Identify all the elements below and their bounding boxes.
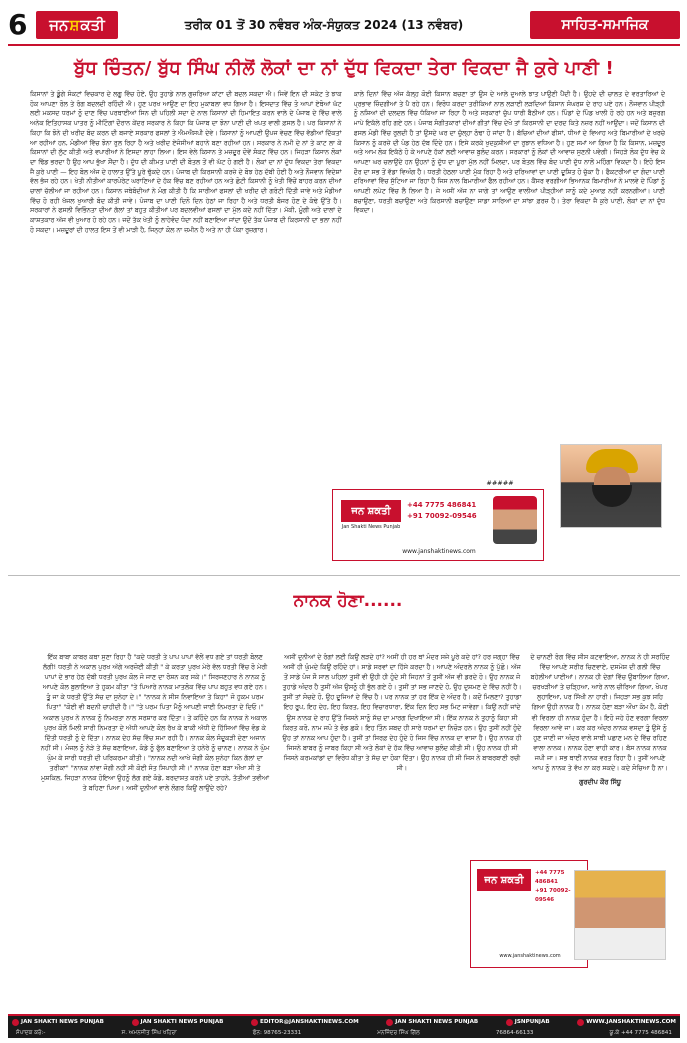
poem-column-2: ਅਸੀਂ ਦੁਨੀਆਂ ਦੇ ਰੰਗਾਂ ਲਈ ਕਿਉਂ ਲੜਦੇ ਹਾਂ? ਅਸੀਂ ਹੀ ਹਰ ਥਾਂ ਮੰਦਰ ਸਜੇ ਪੂਰੇ ਕਦੇ ਹਾਂ? ਹਰ ਜਗ੍ਹਾ ਵਿੱਚ ਅਸੀਂ ਹੀ ਘੁੰਮਦੇ ਕਿਉਂ ਰਹਿੰਦੇ ਹਾਂ। ਸਾਡੇ ਸਰਵਾਂ ਦਾ ਹਿੱਸੇ ਕਰਦਾ ਹੈ। ਆਪਣੇ ਅੰਦਰਲੇ ਨਾਨਕ ਨੂੰ ਪੁੱਛੋ। ਅੱਜ ਤੋਂ ਸਾਡੇ ਪੰਜ ਸੌ ਸਾਲ ਪਹਿਲਾਂ ਤੁਸੀਂ ਵੀ ਉਹੀ ਹੀ ਹੁੰਦੇ ਸੀ ਜਿਹਨਾਂ ਤੋਂ ਤੁਸੀਂ ਅੱਜ ਵੀ ਡਰਦੇ ਹੋ। ਉਹ ਨਾਨਕ ਜੋ ਤੁਹਾਡੇ ਅੰਦਰ ਹੈ ਤੁਸੀਂ ਅੱਜ ਉਸਨੂੰ ਹੀ ਭੁੱਲ ਗਏ ਹੋ। ਤੁਸੀਂ ਤਾਂ ਸਭ ਜਾਣਦੇ ਹੋ, ਉਹ ਦੁਸ਼ਮਣ ਦੇ ਵਿੱਚ ਨਹੀਂ ਹੈ। ਤੁਸੀਂ ਤਾਂ ਸੋਚਦੇ ਹੋ, ਉਹ ਦੂਜਿਆਂ ਦੇ ਵਿੱਚ ਹੈ। ਪਰ ਨਾਨਕ ਤਾਂ ਹਰ ਇੱਕ ਦੇ ਅੰਦਰ ਹੈ। ਕਦੋਂ ਮਿਲਣਾ? ਤੁਹਾਡਾ ਇਹ ਰੂਪ, ਇਹ ਦੇਹ, ਇਹ ਕਿਰਤ, ਇਹ ਵਿਚਾਰਧਾਰਾ, ਇੱਕ ਦਿਨ ਇਹ ਸਭ ਮਿਟ ਜਾਵੇਗਾ। ਕਿਉਂ ਨਹੀਂ ਜਾਂਦੇ ਉਸ ਨਾਨਕ ਦੇ ਰਾਹ ਉੱਤੇ ਜਿਸਨੇ ਸਾਨੂੰ ਸੱਚ ਦਾ ਮਾਰਗ ਦਿਖਾਇਆ ਸੀ। ਇੱਕ ਨਾਨਕ ਨੇ ਤੁਹਾਨੂੰ ਕਿਹਾ ਸੀ ਕਿਰਤ ਕਰੋ, ਨਾਮ ਜਪੋ ਤੇ ਵੰਡ ਛਕੋ। ਇਹ ਤਿੰਨ ਸ਼ਬਦ ਹੀ ਸਾਰੇ ਧਰਮਾਂ ਦਾ ਨਿਚੋੜ ਹਨ। ਉਹ ਤੁਸੀਂ ਨਹੀਂ ਹੁੰਦੇ ਉਹ ਤਾਂ ਨਾਨਕ ਆਪ ਹੁੰਦਾ ਹੈ। ਤੁਸੀਂ ਤਾਂ ਸਿਰਫ਼ ਦੇਹ ਹੁੰਦੇ ਹੋ ਜਿਸ ਵਿੱਚ ਨਾਨਕ ਦਾ ਵਾਸਾ ਹੈ। ਉਹ ਨਾਨਕ ਹੀ ਜਿਸਨੇ ਬਾਬਰ ਨੂੰ ਜਾਬਰ ਕਿਹਾ ਸੀ ਅਤੇ ਲੋਕਾਂ ਦੇ ਹੱਕ ਵਿੱਚ ਆਵਾਜ਼ ਬੁਲੰਦ ਕੀਤੀ ਸੀ। ਉਹ ਨਾਨਕ ਹੀ ਸੀ ਜਿਸਨੇ ਕਰਮਕਾਂਡਾਂ ਦਾ ਵਿਰੋਧ ਕੀਤਾ ਤੇ ਸੱਚ ਦਾ ਹੋਕਾ ਦਿੱਤਾ। ਉਹ ਨਾਨਕ ਹੀ ਸੀ ਜਿਸ ਨੇ ਬਾਬਰਬਾਣੀ ਰਚੀ ਸੀ।: [282, 653, 522, 773]
footer-link-email[interactable]: EDITOR@JANSHAKTINEWS.COM: [251, 1019, 359, 1026]
footer-links: [8, 1016, 680, 1028]
youtube-icon: [132, 1019, 139, 1026]
instagram-icon: [386, 1019, 393, 1026]
poem-title: ਨਾਨਕ ਹੋਣਾ......: [293, 591, 403, 611]
article-body: [30, 90, 665, 473]
logo-part-2: ਕਤੀ: [80, 16, 105, 34]
author-photo: [560, 444, 662, 528]
promo-subtitle: Jan Shakti News Punjab: [341, 524, 401, 530]
poem-author: ਗੁਰਦੀਪ ਕੌਰ ਸਿੱਧੂ: [579, 778, 621, 787]
article-text-1: ਕਿਸਾਨਾਂ ਤੇ ਡੂੰਗੇ ਸੰਕਟਾਂ ਵਿਚਕਾਰ ਦੇ ਲਗੂ ਵਿੱਚ ਹੋਏ, ਉਹ ਤੁਹਾਡੇ ਨਾਲ ਗੁਜ਼ਰਿਆ ਕਾਂਟਾ ਦੀ ਬਦਲ ਸਕਦਾ ਐ। ਜਿਵੇਂ ਇਨ ਦੀ ਸਕੇਟ ਤੇ ਝਾਕ ਹੋਕ ਆਪਣਾ ਰੋਲ ਤੇ ਰੰਗ ਬਦਲਦੀ ਰਹਿੰਦੀ ਐ। ਹੁਣ ਪਰਖ ਆਉਣ ਦਾ ਇਹ ਮੁਕਾਬਲਾ ਵਧ ਗਿਆ ਹੈ। ਇਸਦਾਤ ਵਿੱਚ ਤੋ ਆਪਾਂ ਏਥੋਆਂ ਘੱਟ ਲਈ ਮਕਸਦ ਧਰਮਾਂ ਨੂੰ ਦਾਣ ਵਿੱਚ ਪਰਥਾਈਆਂ ਸਿਨ ਦੀ ਪਹਿਲੀ ਸਦਾ ਦੇ ਨਾਲ ਕਿਸਾਨਾਂ ਦੀ ਹਿਮਾਇਤ ਕਰਨ ਵਾਲੇ ਦੇ ਪੰਜਾਬ ਦੇ ਵਿੱਚ ਵਾਲੇ ਅਨੇਕ ਇਤਿਹਾਸਕ ਪਾਤਰ ਨੂੰ ਮੀਟਿੰਗਾਂ ਦੌਰਾਨ ਕੇਂਦਰ ਸਰਕਾਰ ਨੇ ਕਿਹਾ ਕਿ ਪੰਜਾਬ ਦਾ ਝੋਨਾ ਪਾਣੀ ਦੀ ਖਪਤ ਵਾਲੀ ਫ਼ਸਲ ਹੈ। ਪਰ ਕਿਸਾਨਾਂ ਨੇ ਕਿਹਾ ਕਿ ਝੋਨੇ ਦੀ ਖਰੀਦ ਬੰਦ ਕਰਨ ਦੀ ਬਜਾਏ ਸਰਕਾਰ ਫਸਲਾਂ ਤੇ ਐਮਐਸਪੀ ਦੇਵੇ। ਕਿਸਾਨਾਂ ਨੂੰ ਆਪਣੀ ਉਪਜ ਵੇਚਣ ਵਿੱਚ ਵੱਡੀਆਂ ਦਿੱਕਤਾਂ ਆ ਰਹੀਆਂ ਹਨ, ਮੰਡੀਆਂ ਵਿੱਚ ਝੋਨਾ ਰੁਲ ਰਿਹਾ ਹੈ ਅਤੇ ਖਰੀਦ ਏਜੰਸੀਆਂ ਬਹਾਨੇ ਬਣਾ ਰਹੀਆਂ ਹਨ। ਸਰਕਾਰ ਨੇ ਨਮੀ ਦੇ ਨਾਂ ਤੇ ਕਾਟ ਲਾ ਕੇ ਕਿਸਾਨਾਂ ਦੀ ਲੁੱਟ ਕੀਤੀ ਅਤੇ ਵਪਾਰੀਆਂ ਨੇ ਇਸਦਾ ਲਾਹਾ ਲਿਆ। ਇਸ ਵੇਲੇ ਕਿਸਾਨ ਤੇ ਮਜ਼ਦੂਰ ਦੋਵੇਂ ਸੰਕਟ ਵਿੱਚ ਹਨ। ਜਿਹੜਾ ਕਿਸਾਨ ਲੋਕਾਂ ਦਾ ਢਿੱਡ ਭਰਦਾ ਹੈ ਉਹ ਆਪ ਭੁੱਖਾ ਸੌਂਦਾ ਹੈ। ਦੁੱਧ ਦੀ ਕੀਮਤ ਪਾਣੀ ਦੀ ਬੋਤਲ ਤੋਂ ਵੀ ਘੱਟ ਹੋ ਗਈ ਹੈ। ਲੋਕਾਂ ਦਾ ਨਾਂ ਦੁੱਧ ਵਿਕਦਾ ਤੇਰਾ ਵਿਕਦਾ ਜੈ ਕੁਰੇ ਪਾਣੀ — ਇਹ ਬੋਲ ਅੱਜ ਦੇ ਹਾਲਾਤ ਉੱਤੇ ਪੂਰੇ ਢੁੱਕਦੇ ਹਨ। ਪੰਜਾਬ ਦੀ ਕਿਰਸਾਨੀ ਕਰਜ਼ੇ ਦੇ ਬੋਝ ਹੇਠ ਦੱਬੀ ਹੋਈ ਹੈ ਅਤੇ ਨੌਜਵਾਨ ਵਿਦੇਸ਼ਾਂ ਵੱਲ ਭੱਜ ਰਹੇ ਹਨ। ਖੇਤੀ ਨੀਤੀਆਂ ਕਾਰਪੋਰੇਟ ਘਰਾਣਿਆਂ ਦੇ ਹੱਕ ਵਿੱਚ ਬਣ ਰਹੀਆਂ ਹਨ ਅਤੇ ਛੋਟੀ ਕਿਸਾਨੀ ਨੂੰ ਖੇਤੀ ਵਿੱਚੋਂ ਬਾਹਰ ਕਰਨ ਦੀਆਂ ਚਾਲਾਂ ਚੱਲੀਆਂ ਜਾ ਰਹੀਆਂ ਹਨ। ਕਿਸਾਨ ਜਥੇਬੰਦੀਆਂ ਨੇ ਮੰਗ ਕੀਤੀ ਹੈ ਕਿ ਸਾਰੀਆਂ ਫਸਲਾਂ ਦੀ ਖਰੀਦ ਦੀ ਗਰੰਟੀ ਦਿੱਤੀ ਜਾਵੇ ਅਤੇ ਮੰਡੀਆਂ ਵਿੱਚ ਹੋ ਰਹੀ ਖੱਜਲ ਖੁਆਰੀ ਬੰਦ ਕੀਤੀ ਜਾਵੇ। ਪੰਜਾਬ ਦਾ ਪਾਣੀ ਦਿਨੋ ਦਿਨ ਹੇਠਾਂ ਜਾ ਰਿਹਾ ਹੈ ਅਤੇ ਧਰਤੀ ਬੰਜਰ ਹੋਣ ਦੇ ਕੰਢੇ ਉੱਤੇ ਹੈ। ਸਰਕਾਰਾਂ ਨੇ ਫਸਲੀ ਵਿਭਿੰਨਤਾ ਦੀਆਂ ਗੱਲਾਂ ਤਾਂ ਬਹੁਤ ਕੀਤੀਆਂ ਪਰ ਬਦਲਵੀਆਂ ਫਸਲਾਂ ਦਾ ਮੁੱਲ ਕਦੇ ਨਹੀਂ ਦਿੱਤਾ। ਮੱਕੀ, ਮੂੰਗੀ ਅਤੇ ਦਾਲਾਂ ਦੇ ਕਾਸ਼ਤਕਾਰ ਅੱਜ ਵੀ ਖੁਆਰ ਹੋ ਰਹੇ ਹਨ। ਜਦੋਂ ਤੱਕ ਖੇਤੀ ਨੂੰ ਲਾਹੇਵੰਦ ਧੰਦਾ ਨਹੀਂ ਬਣਾਇਆ ਜਾਂਦਾ ਉਦੋਂ ਤੱਕ ਪੰਜਾਬ ਦੀ ਕਿਰਸਾਨੀ ਦਾ ਭਲਾ ਨਹੀਂ ਹੋ ਸਕਦਾ। ਮਜ਼ਦੂਰਾਂ ਦੀ ਹਾਲਤ ਇਸ ਤੋਂ ਵੀ ਮਾੜੀ ਹੈ, ਜਿਨ੍ਹਾਂ ਕੋਲ ਨਾ ਜ਼ਮੀਨ ਹੈ ਅਤੇ ਨਾ ਹੀ ਪੱਕਾ ਰੁਜ਼ਗਾਰ।: [30, 91, 342, 234]
signoff-separator: #####: [486, 479, 514, 487]
page-number: 6: [8, 8, 28, 41]
promo-phone-1[interactable]: +44 7775 486841: [407, 501, 477, 509]
promo-person-photo: [493, 496, 537, 544]
header-divider: [8, 44, 680, 46]
footer-editor-label: ਸੰਪਾਦਕ ਕਰੋ:-: [16, 1029, 46, 1036]
promo-website[interactable]: www.janshaktinews.com: [402, 548, 476, 555]
promo-logo: ਜਨ ਸ਼ਕਤੀ: [341, 500, 401, 522]
footer-link-website[interactable]: WWW.JANSHAKTINEWS.COM: [577, 1019, 676, 1026]
poem-text-3: ਦੇ ਚਾਨਣੀ ਰੰਗ ਵਿੱਚ ਸੀਸ ਕਟਵਾਇਆ, ਨਾਨਕ ਨੇ ਹੀ ਸਰਹਿੰਦ ਵਿੱਚ ਆਪਣੇ ਸਰੀਰ ਚਿਣਵਾਏ, ਦਸਮੇਸ਼ ਦੀ ਗਲੀ ਵਿੱਚ ਬਹੇਲੀਆਂ ਪਾਈਆਂ। ਨਾਨਕ ਹੀ ਦੇਗਾਂ ਵਿੱਚ ਉਬਾਲਿਆ ਗਿਆ, ਚਰਖੜੀਆਂ ਤੇ ਚੜ੍ਹਿਆ, ਆਰੇ ਨਾਲ ਚੀਰਿਆ ਗਿਆ, ਖੋਪਰ ਲੁਹਾਇਆ, ਪਰ ਸਿੱਖੀ ਨਾ ਹਾਰੀ। ਜਿਹੜਾ ਸਭ ਕੁਝ ਸਹਿ ਗਿਆ ਉਹੀ ਨਾਨਕ ਹੈ। ਨਾਨਕ ਹੋਣਾ ਬੜਾ ਔਖਾ ਕੰਮ ਹੈ, ਕੋਈ ਵੀ ਵਿਰਲਾ ਹੀ ਨਾਨਕ ਹੁੰਦਾ ਹੈ। ਇਹੋ ਜਹੇ ਹੋਣ ਵਰਗਾ ਵਿਰਲਾ ਵਿਰਲਾ ਆਵੇ ਜਾ। ਕਰ ਕਰ ਅੰਦਰ ਨਾਨਕ ਵਸਦਾ ਤੂੰ ਉਸੇ ਨੂੰ ਹੁਣ ਜਾਣੀ ਜਾ ਅੰਦਰ ਵਾਲੇ ਸਾਥੀ ਪਛਾਣ ਮਨ ਦੇ ਵਿੱਚ ਰਹਿਣ ਵਾਲਾ ਨਾਨਕ। ਨਾਨਕ ਹੋਣਾ ਵਾਹੀ ਕਾਰ। ਬੱਸ ਨਾਨਕ ਨਾਨਕ ਜਪੀ ਜਾ। ਸਭ ਥਾਈਂ ਨਾਨਕ ਵਰਤ ਰਿਹਾ ਹੈ। ਤੁਸੀਂ ਆਪਣੇ ਆਪ ਨੂੰ ਨਾਨਕ ਤੇ ਵੱਖ ਨਾ ਕਰ ਸਕਦੇ। ਕਦੇ ਸੋਚਿਆ ਹੈ ਨਾ।: [530, 653, 670, 773]
facebook-icon: [12, 1019, 19, 1026]
article-column-1: [30, 90, 342, 473]
footer-link-instagram[interactable]: JAN SHAKTI NEWS PUNJAB: [386, 1019, 478, 1026]
footer-editor-name: ਸ. ਅਮਨਜੀਤ ਸਿੰਘ ਖਹਿਰਾ: [121, 1029, 177, 1036]
promo2-phone-1[interactable]: +44 7775 486841: [535, 870, 565, 885]
email-icon: [251, 1019, 258, 1026]
logo-part-1: ਜਨ: [49, 16, 69, 34]
promo2-logo: ਜਨ ਸ਼ਕਤੀ: [477, 869, 531, 891]
article-column-2: [354, 90, 666, 473]
promo2-phone-2[interactable]: +91 70092-09546: [535, 888, 571, 903]
footer-link-twitter[interactable]: JSNPUNJAB: [506, 1019, 550, 1026]
page-header: [8, 8, 680, 42]
promo-card-2[interactable]: [470, 860, 588, 968]
promo2-website[interactable]: www.janshaktinews.com: [499, 953, 561, 959]
poem-column-1: ਇੱਕ ਬਾਬਾ ਕਾਬਰ ਕਥਾ ਸੁਣਾ ਰਿਹਾ ਹੈ "ਕਦੇ ਧਰਤੀ ਤੇ ਪਾਪ ਪਾਪਾਂ ਵੱਲੋਂ ਵਧ ਗਏ ਤਾਂ ਧਰਤੀ ਬੋਲਣ ਲੱਗੀ! ਧਰਤੀ ਨੇ ਅਕਾਲ ਪੁਰਖ ਅੱਗੇ ਅਰਜ਼ੋਈ ਕੀਤੀ " ਕੇ ਕਰਤਾ ਪੁਰਖ ਮੇਰੇ ਵੱਲ ਧਰਤੀ ਵਿੱਚ ਰੋ ਮੇਰੀ ਪਾਪਾਂ ਦੇ ਭਾਰ ਹੇਠ ਦੱਬੀ ਧਰਤੀ ਪੁਰਖ ਕੋਲ ਜੋ ਜਾਣ ਦਾ ਰੋਸ਼ਨ ਕਰ ਸਕੇ।" ਸਿਰਜਣਹਾਰ ਨੇ ਨਾਨਕ ਨੂੰ ਆਪਣੇ ਕੋਲ ਬੁਲਾਇਆ ਤੇ ਹੁਕਮ ਕੀਤਾ "ਤੇ ਪਿਆਰੇ ਨਾਨਕ ਮਾਤਲੋਕ ਵਿੱਚ ਪਾਪ ਬਹੁਤ ਵਧ ਗਏ ਹਨ। ਤੂੰ ਜਾ ਕੇ ਧਰਤੀ ਉੱਤੇ ਸੱਚ ਦਾ ਸੁਨੇਹਾ ਦੇ।" "ਨਾਨਕ ਨੇ ਸੀਸ ਨਿਵਾਇਆ ਤੇ ਕਿਹਾ" ਜੋ ਹੁਕਮ ਪਰਮ ਪਿਤਾ" "ਕੋਈ ਵੀ ਬਦਨੀ ਚਾਹੀਦੀ ਹੈ।" "ਤੇ ਪਰਮ ਪਿਤਾ ਮੈਨੂੰ ਆਪਣੀ ਜਾਈ ਨਿਮਰਤਾ ਦੇ ਦਿਓ।" ਅਕਾਲ ਪੁਰਖ ਨੇ ਨਾਨਕ ਨੂੰ ਨਿਮਰਤਾ ਨਾਲ ਸਰਸ਼ਾਰ ਕਰ ਦਿੱਤਾ। ਤੇ ਕਹਿੰਦੇ ਹਨ ਕਿ ਨਾਨਕ ਨੇ ਅਕਾਲ ਪੁਰਖ ਕੋਲੋਂ ਮਿਲੀ ਸਾਰੀ ਨਿਮਰਤਾ ਦੇ ਅੱਧੀ ਆਪਣੇ ਕੋਲ ਰੱਖ ਕੇ ਬਾਕੀ ਅੱਧੀ ਦੇ ਹਿੱਸਿਆਂ ਵਿੱਚ ਵੰਡ ਕੇ ਦਿੱਤੀ ਧਰਤੀ ਨੂੰ ਦੇ ਦਿੱਤਾ। ਨਾਨਕ ਦੇਹ ਸੱਚ ਵਿੱਚ ਸਮਾ ਰਹੀ ਹੈ। ਨਾਨਕ ਕੋਲ ਸੰਦੂਕੜੀ ਦੇਣਾ ਅਜਾਨ ਨਹੀਂ ਸੀ। ਮੰਜਲ ਨੂੰ ਨੇੜੇ ਤੇ ਸੱਚ ਬਣਾਇਆ, ਕੰਡੇ ਨੂੰ ਫੁੱਲ ਬਣਾਇਆ ਤੇ ਹਨੇਰੇ ਨੂੰ ਚਾਨਣ। ਨਾਨਕ ਨੇ ਘੁੰਮ ਘੁੰਮ ਕੇ ਸਾਰੀ ਧਰਤੀ ਦੀ ਪਰਿਕਰਮਾ ਕੀਤੀ। "ਨਾਨਕ ਨਦੀ ਆਖੇ ਜੋਗੀ ਕੋਲ ਸੁਨੇਹਾ ਕਿਨ ਗੱਲਾਂ ਦਾ ਤਰੀਕਾ" "ਨਾਨਕ ਨਾਂਵਾ ਜੋਗੀ ਨਹੀਂ ਸੀ ਕੋਈ ਸੰਤ ਸਿਪਾਹੀ ਸੀ।" ਨਾਨਕ ਹੋਣਾ ਬੜਾ ਔਖਾ ਸੀ ਤੇ ਮੁਸ਼ਕਿਲ, ਜਿਹੜਾ ਨਾਨਕ ਹੋਇਆ ਉਹਨੂੰ ਲੱਗ ਗਏ ਕੰਡੇ, ਬਰਦਾਸ਼ਤ ਕਰਨੇ ਪਏ ਤਾਹਨੇ, ਤੱਤੀਆਂ ਤਵੀਆਂ ਤੇ ਬਹਿਣਾ ਪਿਆ। ਅਸੀਂ ਦੁਨੀਆਂ ਵਾਲੇ ਲੰਗਰ ਕਿਉਂ ਲਾਉਂਦੇ ਰਹੇ?: [40, 653, 270, 793]
promo-card[interactable]: [332, 489, 544, 561]
globe-icon: [577, 1019, 584, 1026]
footer-uk-phone[interactable]: ਯੂ.ਕੇ +44 7775 486841: [609, 1029, 672, 1036]
footer-manager-phone[interactable]: 76864-66133: [495, 1030, 534, 1036]
article-text-2: ਕਾਲੇ ਦਿਨਾਂ ਵਿੱਚ ਅੱਜ ਕੱਲ੍ਹ ਕੋਈ ਕਿਸਾਨ ਬਚਣਾ ਤਾਂ ਉਸ ਦੇ ਆਲੇ ਦੁਆਲੇ ਝਾਤ ਪਾਉਣੀ ਪੈਂਦੀ ਹੈ। ਉਹਦੇ ਦੀ ਚਾਲਤ ਦੇ ਵਰਤਾਰਿਆਂ ਦੇ ਪ੍ਰਭਾਵ ਜ਼ਿੰਦਗੀਆਂ ਤੇ ਪੈ ਰਹੇ ਹਨ। ਵਿਰੋਧ ਕਰਦਾ ਤਰੀਕਿਆਂ ਨਾਲ ਲੜਾਈ ਲੜਦਿਆਂ ਕਿਸਾਨ ਸੰਘਰਸ਼ ਦੇ ਰਾਹ ਪਏ ਹਨ। ਨੌਜਵਾਨ ਪੀੜ੍ਹੀ ਨੂੰ ਨਸ਼ਿਆਂ ਦੀ ਦਲਦਲ ਵਿੱਚ ਧੱਕਿਆ ਜਾ ਰਿਹਾ ਹੈ ਅਤੇ ਸਰਕਾਰਾਂ ਚੁੱਪ ਧਾਰੀ ਬੈਠੀਆਂ ਹਨ। ਪਿੰਡਾਂ ਦੇ ਪਿੰਡ ਖਾਲੀ ਹੋ ਰਹੇ ਹਨ ਅਤੇ ਬਜ਼ੁਰਗ ਮਾਪੇ ਇਕੱਲੇ ਰਹਿ ਗਏ ਹਨ। ਪੰਜਾਬ ਸੰਗੀਤਕਾਰਾਂ ਦੀਆਂ ਗੀਤਾਂ ਵਿੱਚ ਦੇਖੋ ਤਾਂ ਕਿਰਸਾਨੀ ਦਾ ਦਰਦ ਕਿਤੇ ਨਜ਼ਰ ਨਹੀਂ ਆਉਂਦਾ। ਜਦੋਂ ਕਿਸਾਨ ਦੀ ਫਸਲ ਮੰਡੀ ਵਿੱਚ ਰੁਲਦੀ ਹੈ ਤਾਂ ਉਸਦੇ ਘਰ ਦਾ ਚੁੱਲ੍ਹਾ ਠੰਢਾ ਹੋ ਜਾਂਦਾ ਹੈ। ਬੱਚਿਆਂ ਦੀਆਂ ਫੀਸਾਂ, ਧੀਆਂ ਦੇ ਵਿਆਹ ਅਤੇ ਬਿਮਾਰੀਆਂ ਦੇ ਖਰਚੇ ਕਿਸਾਨ ਨੂੰ ਕਰਜ਼ੇ ਦੀ ਪੰਡ ਹੇਠ ਦੱਬ ਦਿੰਦੇ ਹਨ। ਇਸੇ ਕਰਕੇ ਖੁਦਕੁਸ਼ੀਆਂ ਦਾ ਰੁਝਾਨ ਵਧਿਆ ਹੈ। ਹੁਣ ਸਮਾਂ ਆ ਗਿਆ ਹੈ ਕਿ ਕਿਸਾਨ, ਮਜ਼ਦੂਰ ਅਤੇ ਆਮ ਲੋਕ ਇਕੱਠੇ ਹੋ ਕੇ ਆਪਣੇ ਹੱਕਾਂ ਲਈ ਆਵਾਜ਼ ਬੁਲੰਦ ਕਰਨ। ਸਰਕਾਰਾਂ ਨੂੰ ਲੋਕਾਂ ਦੀ ਆਵਾਜ਼ ਸੁਣਨੀ ਪਵੇਗੀ। ਜਿਹੜੇ ਲੋਕ ਦੁੱਧ ਵੇਚ ਕੇ ਆਪਣਾ ਘਰ ਚਲਾਉਂਦੇ ਹਨ ਉਹਨਾਂ ਨੂੰ ਦੁੱਧ ਦਾ ਪੂਰਾ ਮੁੱਲ ਨਹੀਂ ਮਿਲਦਾ, ਪਰ ਬੋਤਲ ਵਿੱਚ ਬੰਦ ਪਾਣੀ ਦੁੱਧ ਨਾਲੋਂ ਮਹਿੰਗਾ ਵਿਕਦਾ ਹੈ। ਇਹੋ ਇਸ ਦੌਰ ਦਾ ਸਭ ਤੋਂ ਵੱਡਾ ਵਿਅੰਗ ਹੈ। ਧਰਤੀ ਹੇਠਲਾ ਪਾਣੀ ਮੁੱਕ ਰਿਹਾ ਹੈ ਅਤੇ ਦਰਿਆਵਾਂ ਦਾ ਪਾਣੀ ਦੂਸ਼ਿਤ ਹੋ ਚੁੱਕਾ ਹੈ। ਫੈਕਟਰੀਆਂ ਦਾ ਗੰਦਾ ਪਾਣੀ ਦਰਿਆਵਾਂ ਵਿੱਚ ਸੁੱਟਿਆ ਜਾ ਰਿਹਾ ਹੈ ਜਿਸ ਨਾਲ ਬਿਮਾਰੀਆਂ ਫੈਲ ਰਹੀਆਂ ਹਨ। ਕੈਂਸਰ ਵਰਗੀਆਂ ਭਿਆਨਕ ਬਿਮਾਰੀਆਂ ਨੇ ਮਾਲਵੇ ਦੇ ਪਿੰਡਾਂ ਨੂੰ ਆਪਣੀ ਲਪੇਟ ਵਿੱਚ ਲੈ ਲਿਆ ਹੈ। ਜੇ ਅਸੀਂ ਅੱਜ ਨਾ ਜਾਗੇ ਤਾਂ ਆਉਣ ਵਾਲੀਆਂ ਪੀੜ੍ਹੀਆਂ ਸਾਨੂੰ ਕਦੇ ਮੁਆਫ਼ ਨਹੀਂ ਕਰਨਗੀਆਂ। ਪਾਣੀ ਬਚਾਉਣਾ, ਧਰਤੀ ਬਚਾਉਣਾ ਅਤੇ ਕਿਰਸਾਨੀ ਬਚਾਉਣਾ ਸਾਡਾ ਸਾਰਿਆਂ ਦਾ ਸਾਂਝਾ ਫ਼ਰਜ਼ ਹੈ। ਤੇਰਾ ਵਿਕਦਾ ਜੈ ਕੁਰੇ ਪਾਣੀ, ਲੋਕਾਂ ਦਾ ਨਾਂ ਦੁੱਧ ਵਿਕਦਾ।: [353, 91, 665, 215]
newspaper-logo[interactable]: [36, 11, 118, 39]
footer-link-facebook[interactable]: JAN SHAKTI NEWS PUNJAB: [12, 1019, 104, 1026]
logo-accent: ਸ਼: [69, 16, 80, 34]
section-label: ਸਾਹਿਤ-ਸਮਾਜਿਕ: [530, 11, 680, 39]
issue-date: ਤਰੀਕ 01 ਤੋਂ 30 ਨਵੰਬਰ ਅੰਕ-ਸੰਯੁਕਤ 2024 (13 ਨਵੰਬਰ): [184, 17, 464, 32]
page-footer: [8, 1014, 680, 1038]
footer-manager: ਮਨਜਿੰਦਰ ਸਿੰਘ ਗਿੱਲ: [377, 1029, 420, 1036]
twitter-icon: [506, 1019, 513, 1026]
beard-shape: [592, 485, 632, 507]
footer-phone[interactable]: ਫੋਨ: 98765-23331: [252, 1029, 302, 1036]
section-divider: [8, 575, 680, 576]
article-headline: ਬੁੱਧ ਚਿੰਤਨ/ ਬੁੱਧ ਸਿੰਘ ਨੀਲੋਂ ਲੋਕਾਂ ਦਾ ਨਾਂ ਦੁੱਧ ਵਿਕਦਾ ਤੇਰਾ ਵਿਕਦਾ ਜੈ ਕੁਰੇ ਪਾਣੀ !: [74, 58, 614, 79]
footer-contacts: [8, 1028, 680, 1038]
footer-link-youtube[interactable]: JAN SHAKTI NEWS PUNJAB: [132, 1019, 224, 1026]
promo-phone-2[interactable]: +91 70092-09546: [407, 512, 477, 520]
promo-phones: [407, 500, 487, 522]
poet-photo: [574, 870, 666, 960]
